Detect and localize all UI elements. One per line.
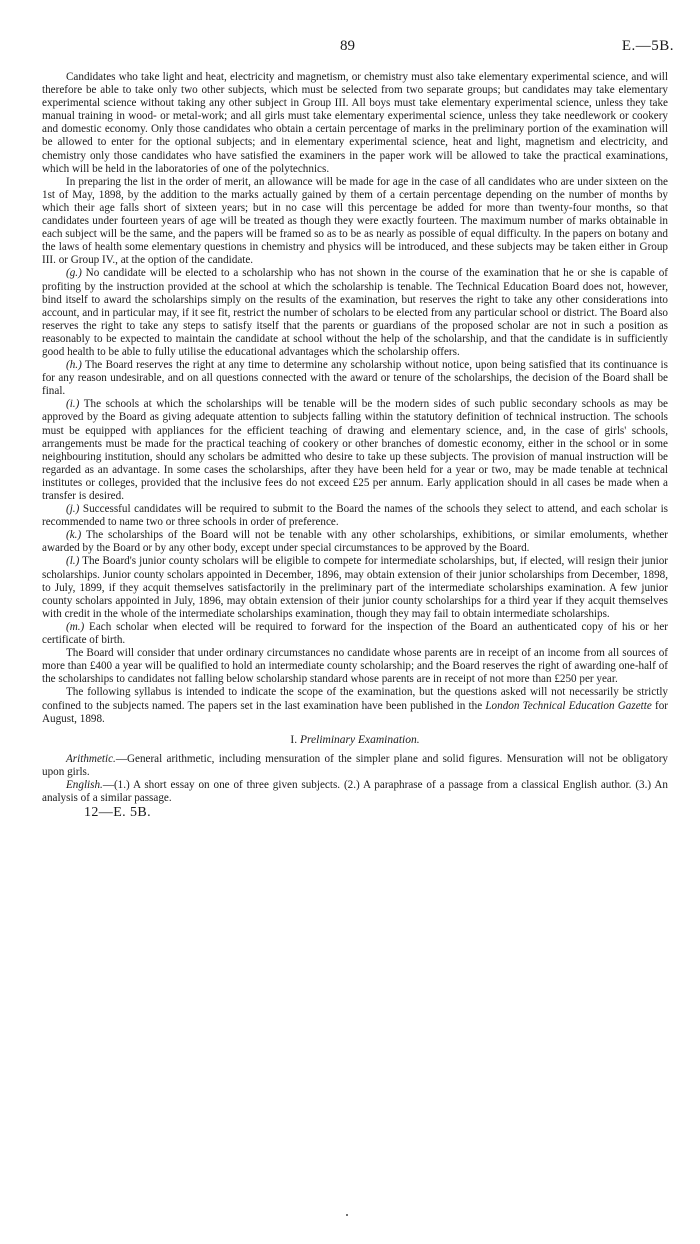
paragraph-h: (h.) The Board reserves the right at any time to determine any scholarship without notice, upon being satisfied that its continuance is for any reason undesirable, and on all questions connected with the award or tenure of the scholarships, the decision of the Board shall be final.: [42, 359, 668, 398]
paragraph-m: (m.) Each scholar when elected will be required to forward for the inspection of the Board an authenticated copy of his or her certificate of birth.: [42, 620, 668, 647]
syllabus-english: English.—(1.) A short essay on one of three given subjects. (2.) A paraphrase of a passage from a classical English author. (3.) An analysis of a similar passage.: [42, 778, 668, 805]
subject-label: English.: [66, 778, 103, 791]
clause-label: (j.): [66, 503, 80, 516]
paragraph-j: (j.) Successful candidates will be required to submit to the Board the names of the schools they select to attend, and each scholar is recommended to name two or three schools in order of preference.: [42, 503, 668, 529]
paragraph-k: (k.) The scholarships of the Board will not be tenable with any other scholarships, exhibitions, or similar emoluments, whether awarded by the Board or by any other body, except under special circumstances to be approved by the Board.: [42, 529, 668, 555]
paragraph-g: (g.) No candidate will be elected to a scholarship who has not shown in the course of the examination that he or she is capable of profiting by the instruction provided at the school at which the scholarship is tenable. The Technical Education Board does not, however, bind itself to award the scholarships simply on the results of the examination, but reserves the right to take any other considerations into account, and in particular may, if it see fit, restrict the number of scholars to be elected from any particular school or district. The Board also reserves the right to take any steps to satisfy itself that the parents or guardians of the proposed scholar are not in such a position as reasonably to be expected to maintain the candidate at school without the help of the scholarship, and that the candidate is in sufficiently good health to be able to fully utilise the educational advantages which the scholarship offers.: [42, 267, 668, 358]
document-reference: E.—5B.: [621, 38, 674, 54]
paragraph-i: (i.) The schools at which the scholarships will be tenable will be the modern sides of such public secondary schools as may be approved by the Board as giving adequate attention to subjects falling within the statutory definition of technical instruction. The schools must be equipped with appliances for the efficient teaching of drawing and elementary science, and, in the case of girls' schools, arrangements must be made for the practical teaching of cookery or other branches of domestic economy, either in the school or in some neighbouring institution, should any scholars be admitted who desire to take up these subjects. The provision of manual instruction will be regarded as an advantage. In some cases the scholarships, after they have been held for a year or two, may be made tenable at technical institutes or colleges, provided that the inclusive fees do not exceed £25 per annum. Early application should in all cases be made when a transfer is desired.: [42, 398, 668, 502]
paragraph-subjects: Candidates who take light and heat, electricity and magnetism, or chemistry must also take elementary experimental science, and will therefore be able to take only two other subjects, which must be selected from two separate groups; but candidates may take elementary experimental science without taking any other subject in Group III. All boys must take elementary experimental science, unless they take manual training in wood- or metal-work; and all girls must take elementary experimental science, unless they take needlework or cookery and domestic economy. Only those candidates who obtain a certain percentage of marks in the preliminary portion of the examination will be allowed to enter for the optional subjects; and in elementary experimental science, heat and light, magnetism and electricity, and chemistry only those candidates who have satisfied the examiners in the paper work will be allowed to take the practical examinations, which will be held in the laboratories of one of the polytechnics.: [42, 71, 668, 175]
clause-label: (i.): [66, 398, 80, 411]
page-number: 89: [340, 38, 355, 54]
gazette-title: London Technical Education Gazette: [485, 699, 652, 712]
syllabus-arithmetic: Arithmetic.—General arithmetic, including mensuration of the simpler plane and solid figures. Mensuration will not be obligatory upon girls.: [42, 752, 668, 778]
paragraph-income: The Board will consider that under ordinary circumstances no candidate whose parents are in receipt of an income from all sources of more than £400 a year will be qualified to hold an intermediate county scholarship; and the Board reserves the right of awarding one-half of the scholarships to candidates not falling below scholarship standard whose parents are in receipt of not more than £250 per year.: [42, 647, 668, 686]
page-header: [0, 38, 700, 58]
footer-signature: 12—E. 5B.: [84, 805, 151, 821]
paragraph-age-allowance: In preparing the list in the order of merit, an allowance will be made for age in the case of all candidates who are under sixteen on the 1st of May, 1898, by the addition to the marks actually gained by them of a certain percentage depending on the number of months by which their age falls short of sixteen years; but in no case will this percentage be added for more than twenty-four months, so that candidates under fourteen years of age will be treated as though they were exactly fourteen. The maximum number of marks obtainable in each subject will be the same, and the papers will be framed so as to be as nearly as possible of equal difficulty. In the papers on botany and the laws of health some elementary questions in chemistry and physics will be introduced, and these subjects may be taken either in Group III. or Group IV., at the option of the candidate.: [42, 175, 668, 267]
clause-label: (k.): [66, 529, 82, 542]
clause-label: (m.): [66, 620, 85, 633]
subject-label: Arithmetic.: [66, 752, 116, 765]
page-mark: [346, 1214, 348, 1216]
clause-label: (g.): [66, 267, 82, 280]
clause-label: (l.): [66, 555, 80, 568]
document-body: [42, 71, 668, 819]
section-heading: I. Preliminary Examination.: [290, 733, 420, 746]
paragraph-syllabus-intro: The following syllabus is intended to indicate the scope of the examination, but the questions asked will not necessarily be strictly confined to the subjects named. The papers set in the last examination have been published in the London Technical Education Gazette for August, 1898.: [42, 686, 669, 725]
clause-label: (h.): [66, 359, 82, 372]
paragraph-l: (l.) The Board's junior county scholars will be eligible to compete for intermediate scholarships, but, if elected, will resign their junior scholarships. Junior county scholars appointed in December, 1896, may obtain extension of their junior scholarships from December, 1898, to July, 1899, if they acquit themselves satisfactorily in the preliminary part of the intermediate scholarships examination. A few junior county scholars appointed in July, 1896, may obtain extension of their junior county scholarships for a third year if they acquit themselves with credit in the whole of the intermediate scholarships examination, though they may fail to obtain intermediate scholarships.: [42, 555, 668, 620]
